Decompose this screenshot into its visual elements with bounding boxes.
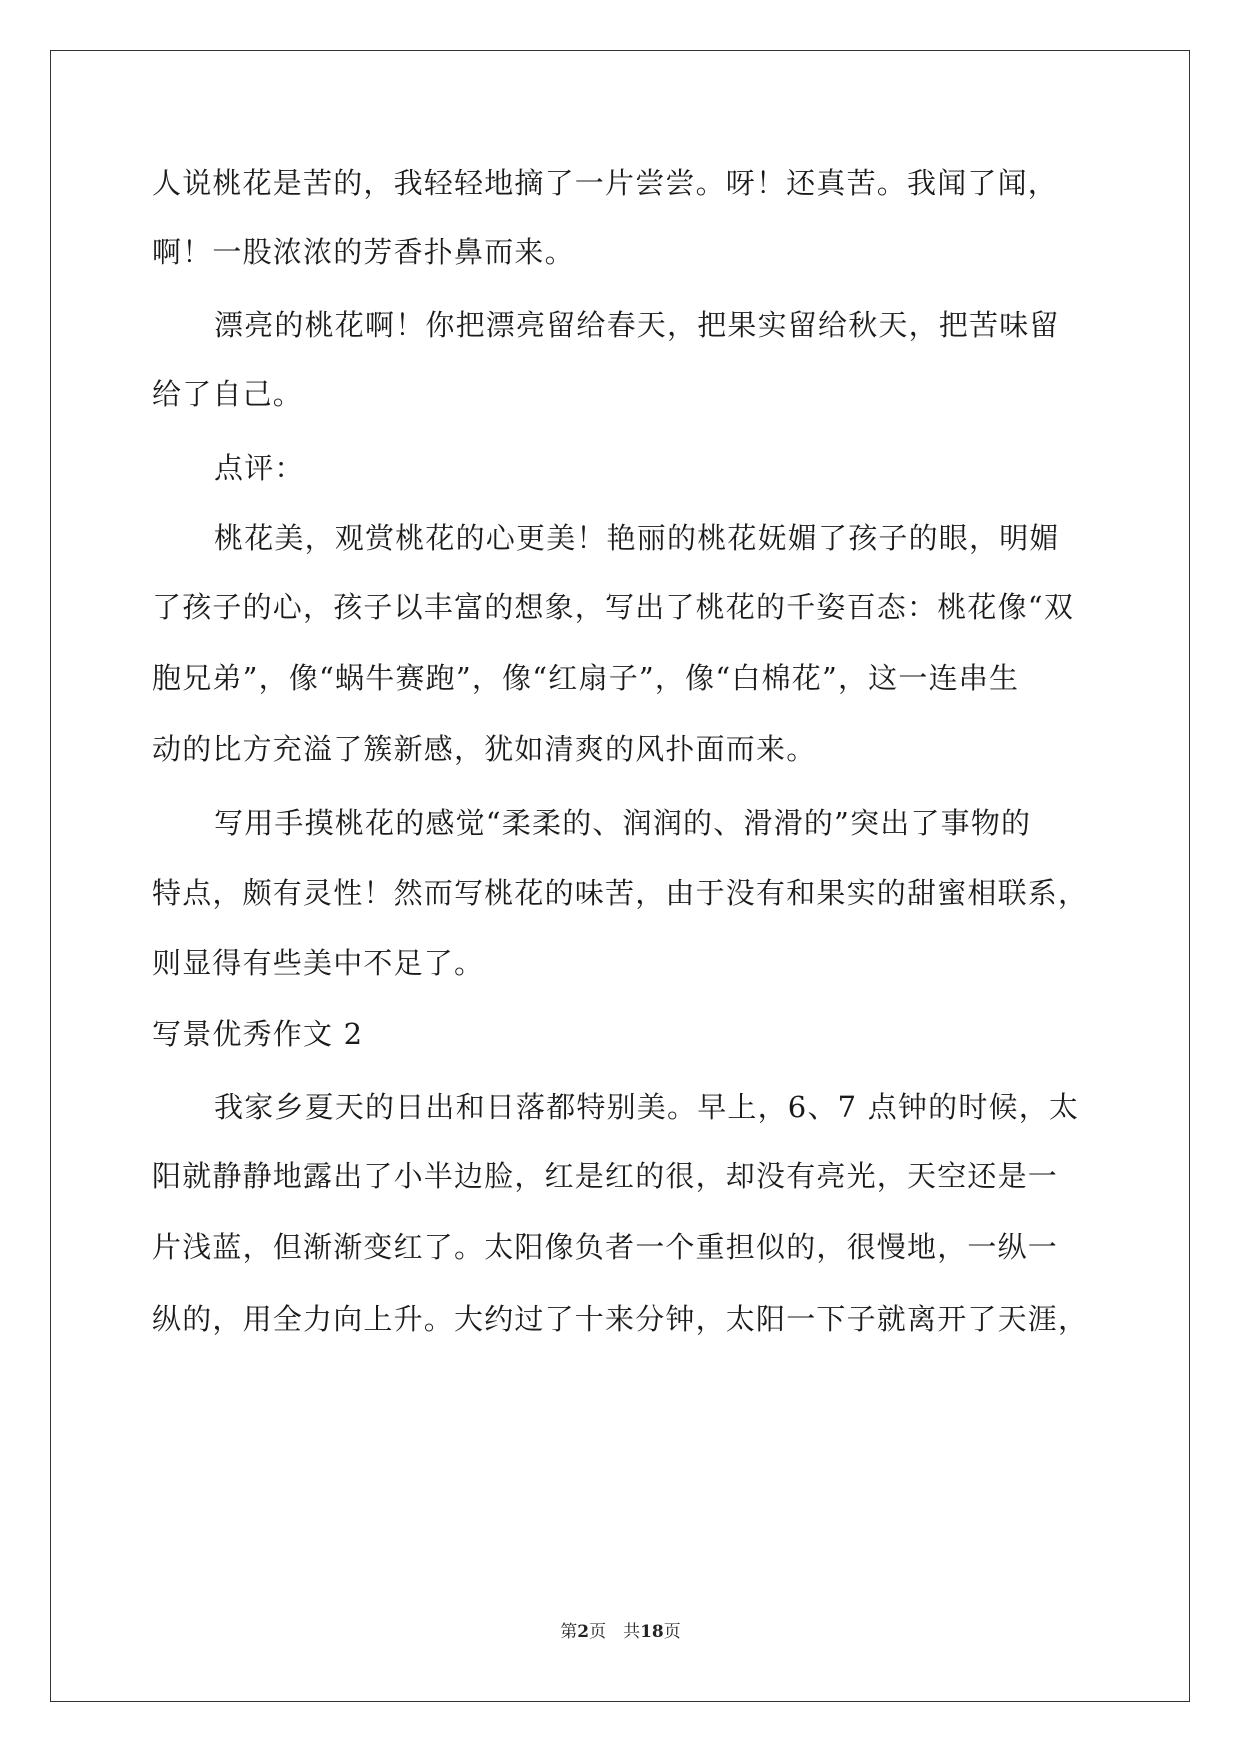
- text-line: 写用手摸桃花的感觉“柔柔的、润润的、滑滑的”突出了事物的: [214, 806, 1032, 840]
- text-line: 人说桃花是苦的，我轻轻地摘了一片尝尝。呀！还真苦。我闻了闻，: [152, 166, 1059, 200]
- text-line: 则显得有些美中不足了。: [152, 946, 485, 980]
- section-heading: 写景优秀作文 2: [152, 1017, 364, 1051]
- text-line: 胞兄弟”，像“蜗牛赛跑”，像“红扇子”，像“白棉花”，这一连串生: [152, 661, 1020, 695]
- page-suffix: 页: [663, 1622, 681, 1642]
- text-line: 我家乡夏天的日出和日落都特别美。早上，6、7 点钟的时候，太: [214, 1090, 1080, 1124]
- text-line: 桃花美，观赏桃花的心更美！艳丽的桃花妩媚了孩子的眼，明媚: [214, 521, 1060, 555]
- text-line: 点评：: [214, 451, 305, 485]
- text-line: 漂亮的桃花啊！你把漂亮留给春天，把果实留给秋天，把苦味留: [214, 308, 1060, 342]
- text-line: 纵的，用全力向上升。大约过了十来分钟，太阳一下子就离开了天涯，: [152, 1302, 1089, 1336]
- page-current: 2: [577, 1622, 590, 1642]
- text-line: 啊！一股浓浓的芳香扑鼻而来。: [152, 235, 575, 269]
- page-mid: 页 共: [589, 1622, 641, 1642]
- page-footer: [0, 1620, 1241, 1644]
- text-line: 片浅蓝，但渐渐变红了。太阳像负者一个重担似的，很慢地，一纵一: [152, 1230, 1059, 1264]
- text-line: 特点，颇有灵性！然而写桃花的味苦，由于没有和果实的甜蜜相联系，: [152, 876, 1089, 910]
- page-prefix: 第: [560, 1622, 578, 1642]
- text-line: 动的比方充溢了簇新感，犹如清爽的风扑面而来。: [152, 732, 817, 766]
- text-line: 阳就静静地露出了小半边脸，红是红的很，却没有亮光，天空还是一: [152, 1159, 1059, 1193]
- text-line: 了孩子的心，孩子以丰富的想象，写出了桃花的千姿百态：桃花像“双: [152, 590, 1075, 624]
- text-line: 给了自己。: [152, 377, 304, 411]
- page-total: 18: [640, 1622, 664, 1642]
